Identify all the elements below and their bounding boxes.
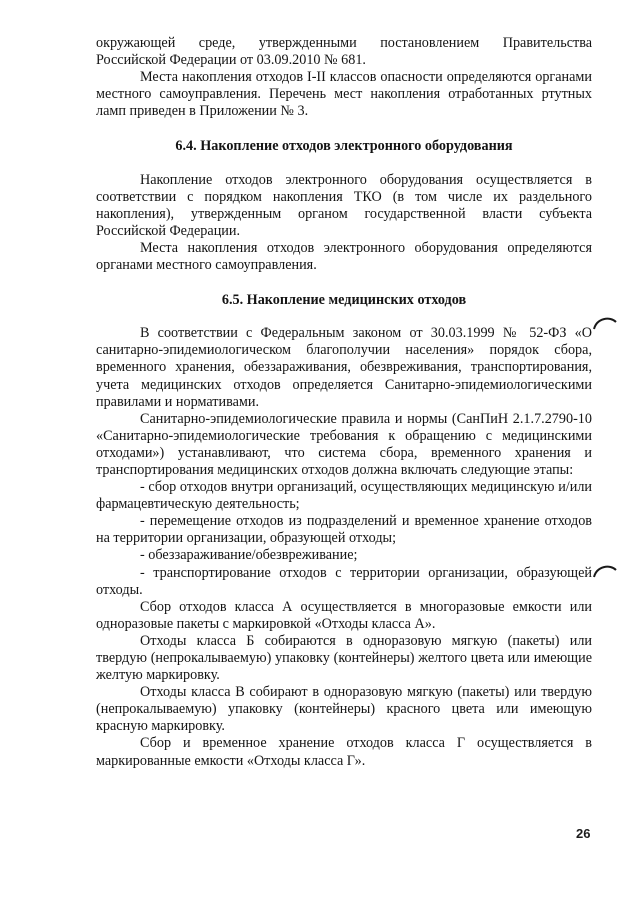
bullet-item-4: - транспортирование отходов с территории организации, образующей отходы. — [96, 564, 592, 598]
continuation-line-2: Российской Федерации от 03.09.2010 № 681. — [96, 52, 366, 69]
continuation-line-1: окружающей среде, утвержденными постановлением Правительства — [96, 35, 592, 51]
page-number: 26 — [576, 826, 591, 841]
paragraph-electronic-waste-places: Места накопления отходов электронного оборудования определяются органами местного самоуправления. — [96, 239, 592, 274]
paragraph-class-v: Отходы класса В собирают в одноразовую мягкую (пакеты) или твердую (непрокалываемую) упаковку (контейнеры) красного цвета или имеющую красную маркировку. — [96, 684, 592, 735]
paragraph-class-b: Отходы класса Б собираются в одноразовую мягкую (пакеты) или твердую (непрокалываемую) упаковку (контейнеры) желтого цвета или имеющие желтую маркировку. — [96, 632, 592, 684]
bullet-item-3: - обеззараживание/обезвреживание; — [140, 547, 358, 564]
bullet-item-1: - сбор отходов внутри организаций, осуществляющих медицинскую и/или фармацевтическую деятельность; — [96, 479, 592, 513]
paragraph-electronic-waste-accumulation: Накопление отходов электронного оборудования осуществляется в соответствии с порядком накопления ТКО (в том числе их раздельного накопления), утвержденным органом государственной власти субъекта Российской Федерации. — [96, 171, 592, 239]
paragraph-federal-law: В соответствии с Федеральным законом от 30.03.1999 № 52-ФЗ «О санитарно-эпидемиологическом благополучии населения» порядок сбора, временного хранения, обеззараживания, обезвреживания, транспортирования, учета медицинских отходов определяется Санитарно-эпидемиологическими правилами и нормативами. — [96, 325, 592, 410]
punch-hole-mark-icon — [592, 314, 618, 332]
paragraph-sanpin: Санитарно-эпидемиологические правила и нормы (СанПиН 2.1.7.2790-10 «Санитарно-эпидемиологические требования к обращению с медицинскими отходами») устанавливают, что система сбора, временного хранения и транспортирования медицинских отходов должна включать следующие этапы: — [96, 410, 592, 478]
paragraph-class-1-2-waste: Места накопления отходов I-II классов опасности определяются органами местного самоуправления. Перечень мест накопления отработанных ртутных ламп приведен в Приложении № 3. — [96, 69, 592, 120]
section-heading-6-5: 6.5. Накопление медицинских отходов — [221, 292, 467, 309]
bullet-item-2: - перемещение отходов из подразделений и временное хранение отходов на территории организации, образующей отходы; — [96, 513, 592, 547]
paragraph-class-g: Сбор и временное хранение отходов класса Г осуществляется в маркированные емкости «Отходы класса Г». — [96, 735, 592, 769]
punch-hole-mark-icon — [592, 562, 618, 580]
page-body — [96, 35, 592, 770]
paragraph-class-a: Сбор отходов класса А осуществляется в многоразовые емкости или одноразовые пакеты с маркировкой «Отходы класса А». — [96, 598, 592, 632]
section-heading-6-4: 6.4. Накопление отходов электронного оборудования — [175, 138, 513, 155]
